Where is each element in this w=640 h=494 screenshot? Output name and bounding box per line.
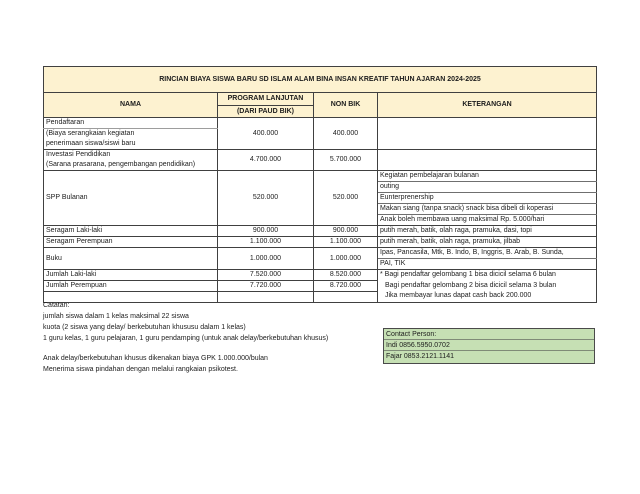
row-pendaftaran <box>44 118 597 129</box>
buku-name: Buku <box>44 248 218 270</box>
jumlah-perempuan-program-value: 7.720.000 <box>218 281 314 292</box>
header-nama: NAMA <box>44 93 218 118</box>
notes-block-1 <box>43 300 328 344</box>
buku-keterangan-1: Ipas, Pancasila, Mtk, B. Indo, B, Inggris, B. Arab, B. Sunda, <box>378 248 597 259</box>
jumlah-keterangan-3: Jika membayar lunas dapat cash back 200.000 <box>385 292 532 299</box>
seragam-laki-name: Seragam Laki-laki <box>44 226 218 237</box>
note-line-4: Anak delay/berkebutuhan khusus dikenakan biaya GPK 1.000.000/bulan <box>43 355 268 362</box>
contact-line-2: Fajar 0853.2121.1141 <box>386 353 454 361</box>
contact-heading: Contact Person: <box>384 329 594 340</box>
spp-keterangan-1: Kegiatan pembelajaran bulanan <box>378 171 597 182</box>
contact-line-1: Indi 0856.5950.0702 <box>384 340 594 351</box>
jumlah-keterangan-1: * Bagi pendaftar gelombang 1 bisa dicicil selama 6 bulan <box>380 271 556 278</box>
pendaftaran-desc-line2: penerimaan siswa/siswi baru <box>44 139 218 150</box>
header-keterangan: KETERANGAN <box>378 93 597 118</box>
row-spp <box>44 171 597 182</box>
investasi-name: Investasi Pendidikan <box>44 150 218 161</box>
seragam-perempuan-name: Seragam Perempuan <box>44 237 218 248</box>
spp-program-value: 520.000 <box>218 171 314 226</box>
jumlah-keterangan-2: Bagi pendaftar gelombang 2 bisa dicicil selama 3 bulan <box>385 281 557 289</box>
buku-keterangan-2: PAI, TIK <box>378 259 597 270</box>
pendaftaran-name: Pendaftaran <box>44 118 218 129</box>
note-line-2: kuota (2 siswa yang delay/ berkebutuhan khususu dalam 1 kelas) <box>43 324 246 331</box>
biaya-table <box>43 66 597 303</box>
row-buku <box>44 248 597 259</box>
header-program-line1: PROGRAM LANJUTAN <box>218 93 314 106</box>
seragam-perempuan-program-value: 1.100.000 <box>218 237 314 248</box>
jumlah-perempuan-nonbik-value: 8.720.000 <box>314 281 378 292</box>
header-non-bik: NON BIK <box>314 93 378 118</box>
pendaftaran-program-value: 400.000 <box>218 118 314 150</box>
header-program-line2: (DARI PAUD BIK) <box>218 106 314 118</box>
seragam-laki-keterangan: putih merah, batik, olah raga, pramuka, dasi, topi <box>378 226 597 237</box>
jumlah-keterangan-block <box>378 270 597 303</box>
notes-block-2 <box>43 353 268 375</box>
jumlah-laki-name: Jumlah Laki-laki <box>44 270 218 281</box>
spp-name: SPP Bulanan <box>44 171 218 226</box>
jumlah-perempuan-name: Jumlah Perempuan <box>44 281 218 292</box>
note-line-5: Menerima siswa pindahan dengan melalui rangkaian psikotest. <box>43 366 238 373</box>
spp-keterangan-5: Anak boleh membawa uang maksimal Rp. 5.000/hari <box>378 215 597 226</box>
spp-keterangan-2: outing <box>378 182 597 193</box>
pendaftaran-desc-line1: (Biaya serangkaian kegiatan <box>44 129 218 140</box>
spp-keterangan-4: Makan siang (tanpa snack) snack bisa dibeli di koperasi <box>378 204 597 215</box>
seragam-laki-nonbik-value: 900.000 <box>314 226 378 237</box>
jumlah-laki-program-value: 7.520.000 <box>218 270 314 281</box>
contact-person-box <box>383 328 595 364</box>
seragam-laki-program-value: 900.000 <box>218 226 314 237</box>
row-seragam-laki <box>44 226 597 237</box>
seragam-perempuan-nonbik-value: 1.100.000 <box>314 237 378 248</box>
investasi-desc: (Sarana prasarana, pengembangan pendidikan) <box>44 160 218 171</box>
jumlah-laki-nonbik-value: 8.520.000 <box>314 270 378 281</box>
pendaftaran-keterangan <box>378 118 597 150</box>
row-seragam-perempuan <box>44 237 597 248</box>
notes-heading: Catatan: <box>43 302 70 309</box>
note-line-3: 1 guru kelas, 1 guru pelajaran, 1 guru pendamping (untuk anak delay/berkebutuhan khusus) <box>43 335 329 342</box>
buku-program-value: 1.000.000 <box>218 248 314 270</box>
pendaftaran-nonbik-value: 400.000 <box>314 118 378 150</box>
investasi-nonbik-value: 5.700.000 <box>314 150 378 171</box>
note-line-1: jumlah siswa dalam 1 kelas maksimal 22 siswa <box>43 313 189 320</box>
table-title: RINCIAN BIAYA SISWA BARU SD ISLAM ALAM BINA INSAN KREATIF TAHUN AJARAN 2024-2025 <box>44 67 597 93</box>
spp-keterangan-3: Eunterprenership <box>378 193 597 204</box>
investasi-program-value: 4.700.000 <box>218 150 314 171</box>
buku-nonbik-value: 1.000.000 <box>314 248 378 270</box>
row-investasi <box>44 150 597 161</box>
row-jumlah-laki <box>44 270 597 281</box>
spp-nonbik-value: 520.000 <box>314 171 378 226</box>
investasi-keterangan <box>378 150 597 171</box>
seragam-perempuan-keterangan: putih merah, batik, olah raga, pramuka, jilbab <box>378 237 597 248</box>
